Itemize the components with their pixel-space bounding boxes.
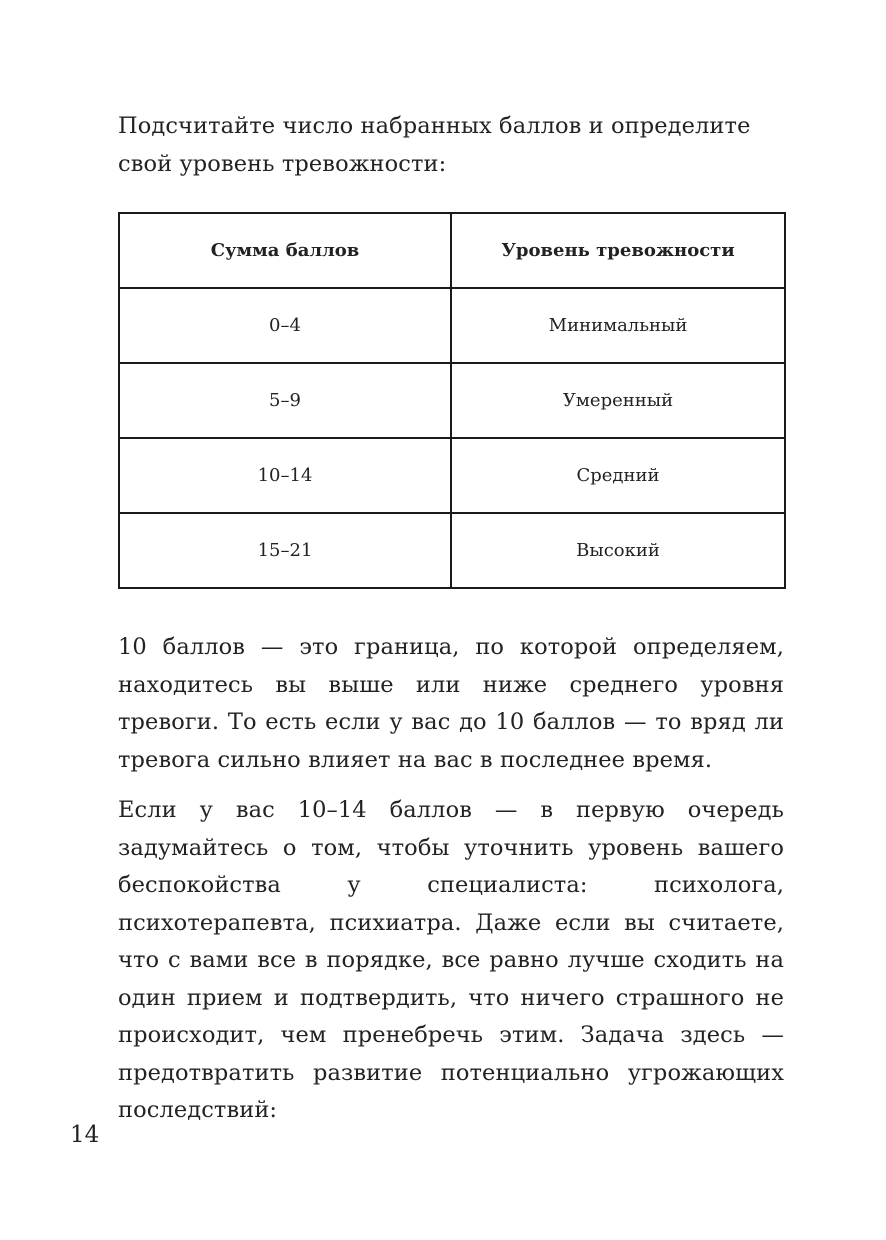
table-row (119, 363, 785, 438)
body-paragraph-1: 10 баллов — это граница, по которой определяем, находитесь вы выше или ниже среднего уровня тревоги. То есть если у вас до 10 баллов — то вряд ли тревога сильно влияет на вас в последнее время. (118, 634, 784, 773)
score-cell: 10–14 (119, 438, 451, 513)
header-anxiety-level: Уровень тревожности (451, 213, 785, 288)
table-header-row (119, 213, 785, 288)
table-row (119, 513, 785, 588)
intro-paragraph: Подсчитайте число набранных баллов и определите свой уровень тревожности: (118, 113, 751, 177)
table-row (119, 288, 785, 363)
anxiety-score-table (118, 212, 786, 589)
level-cell: Умеренный (451, 363, 785, 438)
score-cell: 5–9 (119, 363, 451, 438)
page-number: 14 (70, 1122, 100, 1148)
level-cell: Высокий (451, 513, 785, 588)
level-cell: Минимальный (451, 288, 785, 363)
page-content (118, 108, 784, 1130)
body-paragraph-2: Если у вас 10–14 баллов — в первую очередь задумайтесь о том, чтобы уточнить уровень вашего беспокойства у специалиста: психолога, психотерапевта, психиатра. Даже если вы считаете, что с вами все в порядке, все равно лучше сходить на один прием и подтвердить, что ничего страшного не происходит, чем пренебречь этим. Задача здесь — предотвратить развитие потенциально угрожающих последствий: (118, 797, 784, 1123)
header-score-sum: Сумма баллов (119, 213, 451, 288)
score-cell: 15–21 (119, 513, 451, 588)
table-row (119, 438, 785, 513)
score-cell: 0–4 (119, 288, 451, 363)
level-cell: Средний (451, 438, 785, 513)
